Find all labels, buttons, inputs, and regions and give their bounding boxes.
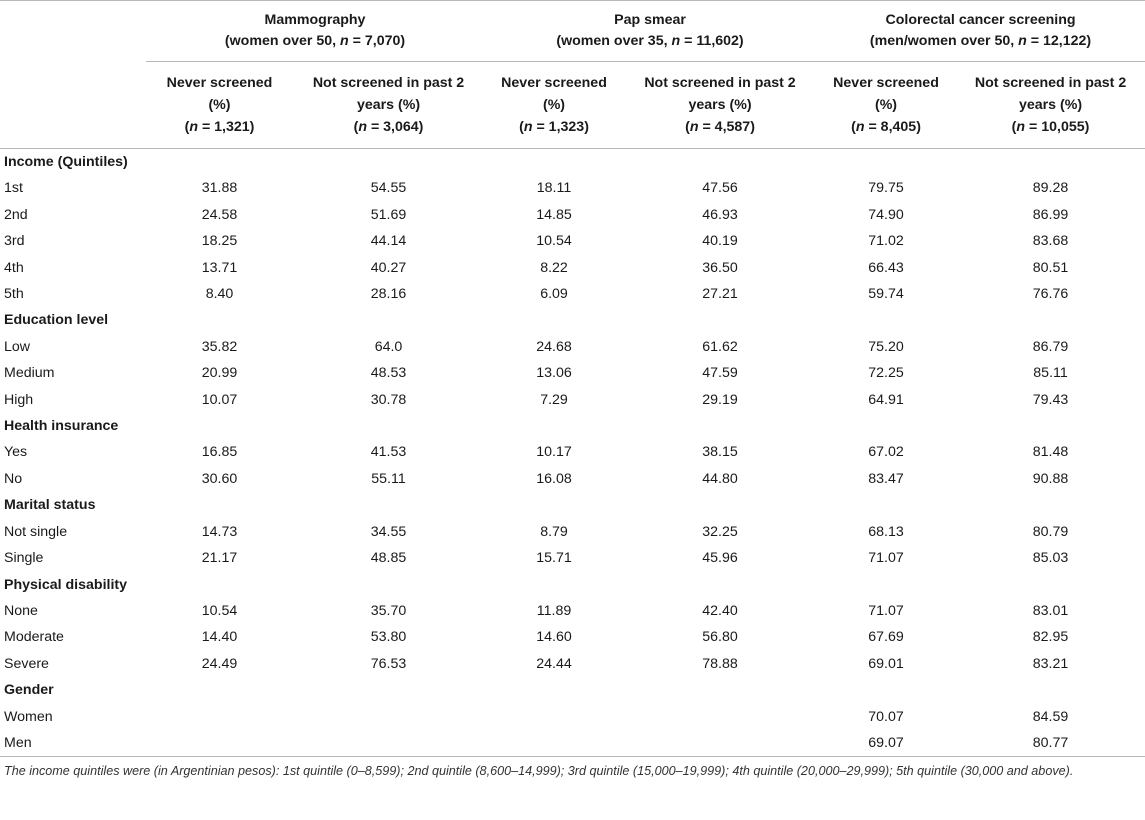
table-cell: 86.99 xyxy=(1032,206,1069,223)
table-cell xyxy=(624,492,816,518)
column-header-colorectal-past2: Not screened in past 2 years (%) (n = 10,055) xyxy=(956,62,1145,149)
table-cell: 85.11 xyxy=(1033,365,1068,382)
table-cell: 48.53 xyxy=(370,365,407,382)
table-row xyxy=(0,598,1145,624)
column-header-mammo-never: Never screened (%) (n = 1,321) xyxy=(146,62,293,149)
row-label: Yes xyxy=(4,444,28,461)
table-cell xyxy=(146,677,293,703)
table-row xyxy=(0,466,1145,492)
table-cell xyxy=(484,149,624,176)
row-label: 3rd xyxy=(4,233,25,250)
table-cell xyxy=(956,677,1145,703)
table-cell: 78.88 xyxy=(702,655,738,672)
table-cell: 53.80 xyxy=(370,629,407,646)
table-header xyxy=(0,1,1145,149)
table-cell: 54.55 xyxy=(370,180,407,197)
table-cell: 61.62 xyxy=(702,338,738,355)
table-cell: 84.59 xyxy=(1032,708,1069,725)
group-header-mammography xyxy=(146,1,484,62)
table-row xyxy=(0,704,1145,730)
table-body xyxy=(0,149,1145,757)
table-cell: 10.54 xyxy=(536,233,572,250)
table-cell xyxy=(816,677,956,703)
table-cell: 8.40 xyxy=(205,286,234,303)
row-label: Severe xyxy=(4,655,49,672)
table-row xyxy=(0,651,1145,677)
table-cell xyxy=(293,730,484,757)
table-cell: 32.25 xyxy=(702,523,738,540)
table-cell xyxy=(146,149,293,176)
table-row xyxy=(0,228,1145,254)
table-footnote: The income quintiles were (in Argentinian pesos): 1st quintile (0–8,599); 2nd quintile (8,600–14,999); 3rd quintile (15,000–19,999); 4th quintile (20,000–29,999); 5th quintile (30,000 and above). xyxy=(4,764,1074,779)
table-cell: 48.85 xyxy=(370,550,407,567)
table-cell: 64.91 xyxy=(868,391,904,408)
table-cell xyxy=(956,307,1145,333)
table-cell xyxy=(624,677,816,703)
column-header-row xyxy=(0,62,1145,149)
row-label: Women xyxy=(4,708,53,725)
table-cell: 71.07 xyxy=(868,602,904,619)
table-cell xyxy=(146,492,293,518)
table-cell xyxy=(624,572,816,598)
table-cell: 83.47 xyxy=(868,470,904,487)
table-cell xyxy=(293,413,484,439)
table-cell: 35.70 xyxy=(370,602,407,619)
table-cell: 10.07 xyxy=(201,391,238,408)
table-row xyxy=(0,360,1145,386)
table-cell: 14.60 xyxy=(536,629,572,646)
category-row xyxy=(0,149,1145,176)
row-label: Men xyxy=(0,730,146,757)
table-cell xyxy=(484,730,624,757)
table-row xyxy=(0,439,1145,465)
table-row xyxy=(0,281,1145,307)
row-label: 5th xyxy=(4,286,24,303)
table-cell xyxy=(624,307,816,333)
table-cell: 90.88 xyxy=(1032,470,1069,487)
category-label: Health insurance xyxy=(4,418,119,435)
table-row xyxy=(0,624,1145,650)
table-cell: 35.82 xyxy=(201,338,238,355)
category-row xyxy=(0,413,1145,439)
table-cell xyxy=(956,413,1145,439)
table-cell: 80.51 xyxy=(1032,259,1069,276)
table-cell: 82.95 xyxy=(1032,629,1069,646)
table-cell: 7.29 xyxy=(540,391,568,408)
table-cell: 64.0 xyxy=(374,338,403,355)
group-header-pap-smear xyxy=(484,1,816,62)
table-cell xyxy=(956,572,1145,598)
table-cell: 83.01 xyxy=(1032,602,1069,619)
table-cell xyxy=(624,413,816,439)
table-cell: 41.53 xyxy=(370,444,407,461)
table-cell: 51.69 xyxy=(370,206,407,223)
row-label: None xyxy=(4,602,38,619)
empty-label-header xyxy=(0,62,146,149)
row-label: Low xyxy=(4,338,31,355)
table-cell: 71.07 xyxy=(868,550,904,567)
table-cell: 75.20 xyxy=(868,338,904,355)
group-title: Colorectal cancer screening xyxy=(885,12,1076,28)
table-cell: 18.11 xyxy=(536,180,572,197)
table-cell: 66.43 xyxy=(868,259,904,276)
table-cell xyxy=(816,307,956,333)
row-label: No xyxy=(4,470,23,487)
table-cell: 29.19 xyxy=(702,391,738,408)
row-label: Not single xyxy=(4,523,68,540)
table-cell xyxy=(293,149,484,176)
category-row xyxy=(0,307,1145,333)
table-cell: 40.27 xyxy=(370,259,407,276)
category-label: Physical disability xyxy=(4,576,128,593)
group-header-colorectal xyxy=(816,1,1145,62)
table-cell: 67.02 xyxy=(868,444,904,461)
table-cell: 34.55 xyxy=(370,523,407,540)
category-label: Gender xyxy=(4,682,54,699)
table-cell xyxy=(293,677,484,703)
table-row xyxy=(0,202,1145,228)
group-subtitle: (men/women over 50, n = 12,122) xyxy=(869,33,1092,49)
table-cell: 10.17 xyxy=(536,444,572,461)
category-row xyxy=(0,572,1145,598)
table-cell: 24.68 xyxy=(536,338,572,355)
row-label: 4th xyxy=(4,259,24,276)
table-cell xyxy=(146,413,293,439)
table-cell: 13.71 xyxy=(201,259,238,276)
group-header-row xyxy=(0,1,1145,62)
table-cell: 13.06 xyxy=(536,365,572,382)
table-cell: 38.15 xyxy=(702,444,738,461)
table-cell: 24.49 xyxy=(201,655,238,672)
table-cell: 45.96 xyxy=(702,550,738,567)
table-cell xyxy=(624,149,816,176)
table-cell: 79.75 xyxy=(868,180,904,197)
table-cell: 11.89 xyxy=(536,602,572,619)
category-label: Marital status xyxy=(4,497,96,514)
table-cell: 83.21 xyxy=(1032,655,1069,672)
table-cell: 18.25 xyxy=(201,233,238,250)
table-cell xyxy=(293,492,484,518)
table-cell: 76.76 xyxy=(1032,286,1069,303)
table-cell: 67.69 xyxy=(868,629,904,646)
column-header-pap-never: Never screened (%) (n = 1,323) xyxy=(484,62,624,149)
table-cell: 42.40 xyxy=(702,602,738,619)
table-cell: 14.40 xyxy=(201,629,238,646)
table-cell: 30.60 xyxy=(201,470,238,487)
row-label: High xyxy=(4,391,34,408)
table-cell xyxy=(484,677,624,703)
table-row xyxy=(0,519,1145,545)
table-cell: 10.54 xyxy=(201,602,238,619)
table-cell xyxy=(293,307,484,333)
table-cell xyxy=(293,704,484,730)
table-cell xyxy=(146,730,293,757)
group-subtitle: (women over 50, n = 7,070) xyxy=(224,33,406,49)
table-cell: 14.73 xyxy=(201,523,238,540)
column-header-mammo-past2: Not screened in past 2 years (%) (n = 3,064) xyxy=(293,62,484,149)
table-cell: 72.25 xyxy=(868,365,904,382)
table-cell: 44.80 xyxy=(702,470,738,487)
table-cell: 27.21 xyxy=(702,286,738,303)
table-cell: 69.01 xyxy=(868,655,904,672)
table-row xyxy=(0,730,1145,757)
table-cell: 16.85 xyxy=(201,444,238,461)
empty-corner-cell xyxy=(0,1,146,62)
table-row xyxy=(0,387,1145,413)
table-cell xyxy=(484,413,624,439)
table-cell: 24.58 xyxy=(201,206,238,223)
table-row xyxy=(0,334,1145,360)
table-cell: 79.43 xyxy=(1032,391,1069,408)
column-header-pap-past2: Not screened in past 2 years (%) (n = 4,587) xyxy=(624,62,816,149)
table-cell: 68.13 xyxy=(868,523,904,540)
category-row xyxy=(0,492,1145,518)
row-label: 1st xyxy=(4,180,23,197)
table-cell: 28.16 xyxy=(370,286,407,303)
table-cell xyxy=(816,149,956,176)
table-cell: 31.88 xyxy=(201,180,238,197)
table-cell: 85.03 xyxy=(1032,550,1069,567)
table-cell: 47.56 xyxy=(702,180,738,197)
table-cell: 81.48 xyxy=(1032,444,1069,461)
table-row xyxy=(0,255,1145,281)
table-cell xyxy=(146,572,293,598)
table-cell: 8.22 xyxy=(540,259,568,276)
column-header-colorectal-never: Never screened (%) (n = 8,405) xyxy=(816,62,956,149)
group-title: Mammography xyxy=(264,12,366,28)
table-cell xyxy=(146,307,293,333)
table-cell: 56.80 xyxy=(702,629,738,646)
table-cell xyxy=(956,149,1145,176)
category-label: Income (Quintiles) xyxy=(4,154,128,170)
table-cell xyxy=(816,492,956,518)
row-label: Single xyxy=(4,550,44,567)
table-cell: 80.79 xyxy=(1032,523,1069,540)
table-cell xyxy=(624,730,816,757)
table-cell xyxy=(956,492,1145,518)
category-row xyxy=(0,677,1145,703)
table-cell: 24.44 xyxy=(536,655,572,672)
table-cell: 59.74 xyxy=(868,286,904,303)
category-label: Education level xyxy=(4,312,109,329)
table-cell: 47.59 xyxy=(702,365,738,382)
table-cell: 15.71 xyxy=(536,550,572,567)
table-cell xyxy=(624,704,816,730)
table-cell: 70.07 xyxy=(868,708,904,725)
table-cell: 83.68 xyxy=(1032,233,1069,250)
table-cell: 40.19 xyxy=(702,233,738,250)
table-cell: 46.93 xyxy=(702,206,738,223)
table-cell: 44.14 xyxy=(370,233,407,250)
table-cell xyxy=(816,572,956,598)
table-cell xyxy=(146,704,293,730)
table-cell: 6.09 xyxy=(540,286,568,303)
table-cell: 14.85 xyxy=(536,206,572,223)
group-subtitle: (women over 35, n = 11,602) xyxy=(556,33,744,49)
row-label: 2nd xyxy=(4,206,28,223)
table-cell xyxy=(484,307,624,333)
table-cell: 86.79 xyxy=(1032,338,1069,355)
table-cell: 74.90 xyxy=(868,206,904,223)
table-row xyxy=(0,175,1145,201)
table-cell: 30.78 xyxy=(370,391,407,408)
row-label: Moderate xyxy=(4,629,64,646)
table-cell: 71.02 xyxy=(868,233,904,250)
table-cell: 55.11 xyxy=(371,470,406,487)
table-cell xyxy=(484,704,624,730)
table-cell: 21.17 xyxy=(201,550,238,567)
table-cell: 8.79 xyxy=(540,523,568,540)
table-cell xyxy=(816,413,956,439)
table-cell xyxy=(293,572,484,598)
table-cell: 76.53 xyxy=(370,655,407,672)
table-cell: 20.99 xyxy=(201,365,238,382)
table-cell xyxy=(484,492,624,518)
table-cell: 69.07 xyxy=(816,730,956,757)
table-cell: 16.08 xyxy=(536,470,572,487)
group-title: Pap smear xyxy=(614,12,686,28)
table-cell: 89.28 xyxy=(1032,180,1069,197)
table-cell xyxy=(484,572,624,598)
table-cell: 36.50 xyxy=(702,259,738,276)
row-label: Medium xyxy=(4,365,55,382)
table-row xyxy=(0,545,1145,571)
table-cell: 80.77 xyxy=(956,730,1145,757)
